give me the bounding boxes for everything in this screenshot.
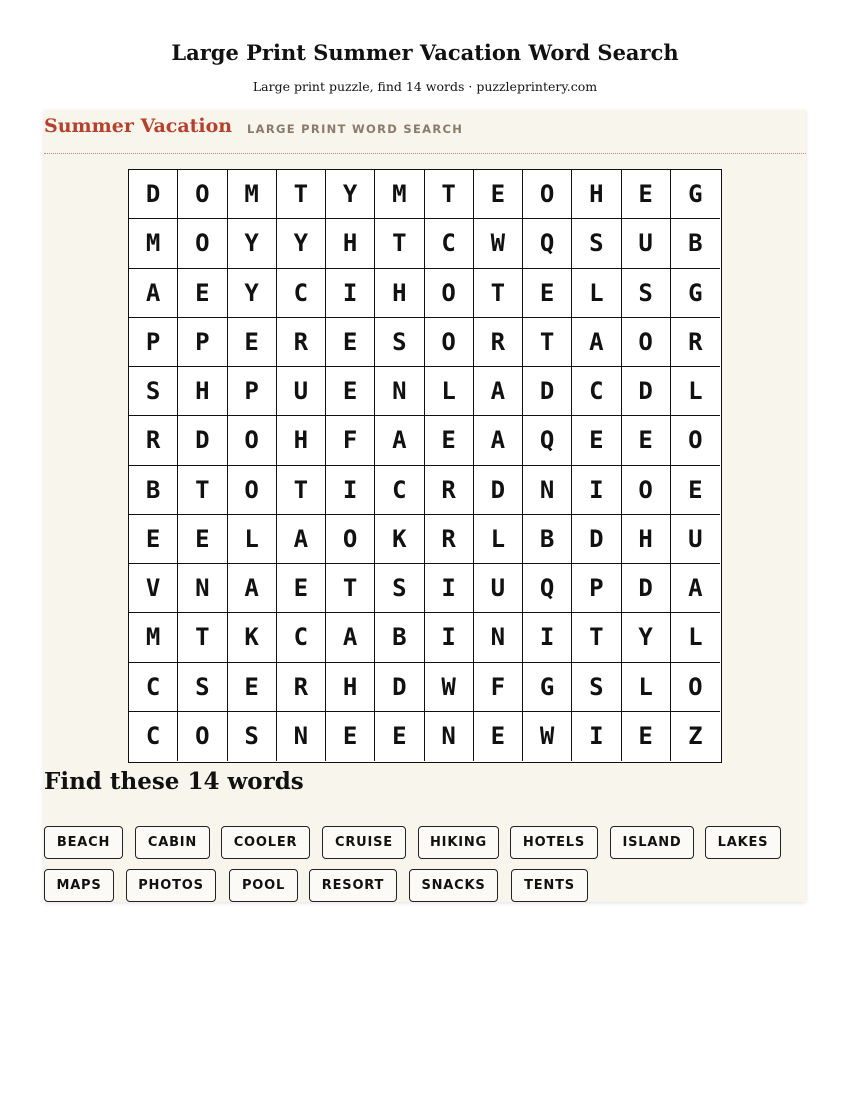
grid-cell: D bbox=[375, 663, 424, 712]
grid-cell: O bbox=[326, 515, 375, 564]
page-title: Large Print Summer Vacation Word Search bbox=[171, 40, 679, 65]
grid-cell: P bbox=[129, 318, 178, 367]
grid-cell: S bbox=[178, 663, 227, 712]
grid-cell: A bbox=[375, 416, 424, 465]
grid-cell: Q bbox=[523, 564, 572, 613]
grid-cell: E bbox=[671, 466, 720, 515]
card-header bbox=[44, 110, 806, 154]
grid-cell: O bbox=[228, 466, 277, 515]
grid-cell: N bbox=[425, 712, 474, 761]
grid-cell: E bbox=[375, 712, 424, 761]
grid-cell: I bbox=[326, 269, 375, 318]
grid-cell: E bbox=[622, 170, 671, 219]
word-chip: COOLER bbox=[221, 826, 310, 859]
grid-cell: N bbox=[523, 466, 572, 515]
card-tag: LARGE PRINT WORD SEARCH bbox=[247, 122, 464, 136]
grid-cell: P bbox=[572, 564, 621, 613]
grid-cell: H bbox=[178, 367, 227, 416]
grid-cell: C bbox=[425, 219, 474, 268]
grid-cell: U bbox=[671, 515, 720, 564]
grid-cell: L bbox=[622, 663, 671, 712]
grid-cell: C bbox=[375, 466, 424, 515]
grid-cell: T bbox=[474, 269, 523, 318]
grid-cell: D bbox=[129, 170, 178, 219]
grid-cell: M bbox=[129, 613, 178, 662]
grid-cell: R bbox=[425, 515, 474, 564]
grid-cell: T bbox=[375, 219, 424, 268]
grid-cell: E bbox=[228, 663, 277, 712]
word-chip: ISLAND bbox=[610, 826, 694, 859]
grid-cell: A bbox=[277, 515, 326, 564]
grid-cell: E bbox=[622, 712, 671, 761]
grid-cell: H bbox=[572, 170, 621, 219]
grid-cell: E bbox=[474, 712, 523, 761]
grid-cell: E bbox=[129, 515, 178, 564]
grid-cell: I bbox=[572, 712, 621, 761]
grid-cell: W bbox=[523, 712, 572, 761]
grid-cell: G bbox=[671, 170, 720, 219]
grid-cell: O bbox=[425, 269, 474, 318]
grid-cell: T bbox=[572, 613, 621, 662]
grid-cell: A bbox=[129, 269, 178, 318]
grid-cell: L bbox=[671, 613, 720, 662]
grid-cell: C bbox=[277, 613, 326, 662]
grid-cell: T bbox=[277, 466, 326, 515]
grid-cell: I bbox=[572, 466, 621, 515]
grid-cell: E bbox=[326, 712, 375, 761]
grid-cell: Q bbox=[523, 416, 572, 465]
grid-cell: D bbox=[523, 367, 572, 416]
grid-cell: C bbox=[572, 367, 621, 416]
grid-cell: T bbox=[326, 564, 375, 613]
grid-cell: S bbox=[228, 712, 277, 761]
grid-cell: M bbox=[228, 170, 277, 219]
grid-cell: L bbox=[671, 367, 720, 416]
grid-cell: Y bbox=[326, 170, 375, 219]
word-chip: HIKING bbox=[418, 826, 499, 859]
puzzle-card bbox=[44, 110, 806, 902]
grid-cell: N bbox=[474, 613, 523, 662]
word-chip: BEACH bbox=[44, 826, 123, 859]
grid-cell: R bbox=[277, 663, 326, 712]
grid-cell: R bbox=[425, 466, 474, 515]
grid-cell: E bbox=[178, 515, 227, 564]
grid-cell: S bbox=[375, 318, 424, 367]
grid-cell: F bbox=[326, 416, 375, 465]
word-chip: PHOTOS bbox=[126, 869, 216, 902]
grid-cell: D bbox=[622, 564, 671, 613]
grid-cell: O bbox=[622, 466, 671, 515]
grid-cell: M bbox=[129, 219, 178, 268]
grid-cell: R bbox=[129, 416, 178, 465]
grid-cell: V bbox=[129, 564, 178, 613]
word-chip: MAPS bbox=[44, 869, 114, 902]
grid-cell: H bbox=[375, 269, 424, 318]
grid-cell: E bbox=[622, 416, 671, 465]
grid-cell: Z bbox=[688, 722, 703, 751]
grid-cell: L bbox=[572, 269, 621, 318]
grid-cell: H bbox=[326, 219, 375, 268]
grid-cell: I bbox=[425, 564, 474, 613]
grid-cell: F bbox=[474, 663, 523, 712]
grid-cell: T bbox=[178, 466, 227, 515]
grid-cell: U bbox=[474, 564, 523, 613]
grid-cell: Q bbox=[523, 219, 572, 268]
grid-cell: T bbox=[425, 170, 474, 219]
grid-cell: C bbox=[277, 269, 326, 318]
grid-cell: A bbox=[572, 318, 621, 367]
grid-cell: H bbox=[622, 515, 671, 564]
grid-cell: L bbox=[425, 367, 474, 416]
grid-cell: O bbox=[425, 318, 474, 367]
grid-cell: U bbox=[622, 219, 671, 268]
grid-cell: O bbox=[622, 318, 671, 367]
grid-cell: C bbox=[129, 663, 178, 712]
word-chip: TENTS bbox=[511, 869, 588, 902]
grid-cell: K bbox=[228, 613, 277, 662]
grid-cell: D bbox=[572, 515, 621, 564]
grid-cell: M bbox=[375, 170, 424, 219]
grid-cell: O bbox=[228, 416, 277, 465]
grid-cell: O bbox=[671, 416, 720, 465]
grid-cell: I bbox=[326, 466, 375, 515]
grid-cell: S bbox=[129, 367, 178, 416]
word-chip: CABIN bbox=[135, 826, 210, 859]
grid-cell: S bbox=[375, 564, 424, 613]
grid-cell: E bbox=[228, 318, 277, 367]
word-chip: RESORT bbox=[309, 869, 397, 902]
grid-cell: Y bbox=[228, 219, 277, 268]
grid-cell: S bbox=[572, 219, 621, 268]
grid-cell: E bbox=[572, 416, 621, 465]
grid-cell: S bbox=[622, 269, 671, 318]
grid-cell: B bbox=[671, 219, 720, 268]
grid-cell: T bbox=[178, 613, 227, 662]
grid-cell: E bbox=[277, 564, 326, 613]
grid-cell: O bbox=[523, 170, 572, 219]
grid-cell: B bbox=[375, 613, 424, 662]
grid-cell: G bbox=[671, 269, 720, 318]
grid-cell: A bbox=[326, 613, 375, 662]
grid-cell: L bbox=[474, 515, 523, 564]
grid-cell: A bbox=[474, 416, 523, 465]
grid-cell: W bbox=[474, 219, 523, 268]
grid-cell: O bbox=[178, 219, 227, 268]
grid-cell: N bbox=[178, 564, 227, 613]
grid-cell: T bbox=[523, 318, 572, 367]
word-chip: HOTELS bbox=[510, 826, 598, 859]
grid-cell: H bbox=[326, 663, 375, 712]
grid-cell: Y bbox=[622, 613, 671, 662]
grid-cell: O bbox=[178, 170, 227, 219]
grid-cell: Y bbox=[277, 219, 326, 268]
grid-cell: D bbox=[178, 416, 227, 465]
grid-cell: R bbox=[474, 318, 523, 367]
grid-cell: H bbox=[277, 416, 326, 465]
grid-cell: E bbox=[326, 318, 375, 367]
word-chip: LAKES bbox=[705, 826, 781, 859]
grid-cell: L bbox=[228, 515, 277, 564]
grid-cell: B bbox=[129, 466, 178, 515]
grid-cell: D bbox=[622, 367, 671, 416]
grid-cell: N bbox=[277, 712, 326, 761]
grid-cell: O bbox=[671, 663, 720, 712]
grid-cell: K bbox=[375, 515, 424, 564]
grid-cell: G bbox=[523, 663, 572, 712]
grid-cell: A bbox=[228, 564, 277, 613]
grid-cell: C bbox=[129, 712, 178, 761]
word-list-heading: Find these 14 words bbox=[44, 768, 304, 795]
grid-cell: D bbox=[474, 466, 523, 515]
grid-cell: A bbox=[474, 367, 523, 416]
page-subtitle: Large print puzzle, find 14 words · puzzleprintery.com bbox=[252, 79, 598, 94]
word-chip: SNACKS bbox=[409, 869, 498, 902]
letter-grid bbox=[128, 169, 722, 763]
grid-cell: S bbox=[572, 663, 621, 712]
card-title: Summer Vacation bbox=[44, 115, 233, 137]
grid-cell: I bbox=[523, 613, 572, 662]
grid-cell: W bbox=[425, 663, 474, 712]
grid-cell: E bbox=[474, 170, 523, 219]
grid-cell: R bbox=[277, 318, 326, 367]
grid-cell: P bbox=[228, 367, 277, 416]
word-chip: POOL bbox=[229, 869, 298, 902]
grid-cell: I bbox=[425, 613, 474, 662]
grid-cell: E bbox=[523, 269, 572, 318]
grid-cell: R bbox=[671, 318, 720, 367]
grid-cell: U bbox=[277, 367, 326, 416]
grid-cell: E bbox=[326, 367, 375, 416]
grid-cell: O bbox=[178, 712, 227, 761]
grid-cell: P bbox=[178, 318, 227, 367]
grid-cell: Y bbox=[228, 269, 277, 318]
grid-cell: E bbox=[178, 269, 227, 318]
grid-cell: E bbox=[425, 416, 474, 465]
word-chip: CRUISE bbox=[322, 826, 406, 859]
grid-cell: A bbox=[671, 564, 720, 613]
grid-cell: N bbox=[375, 367, 424, 416]
grid-cell: B bbox=[523, 515, 572, 564]
grid-cell: T bbox=[277, 170, 326, 219]
